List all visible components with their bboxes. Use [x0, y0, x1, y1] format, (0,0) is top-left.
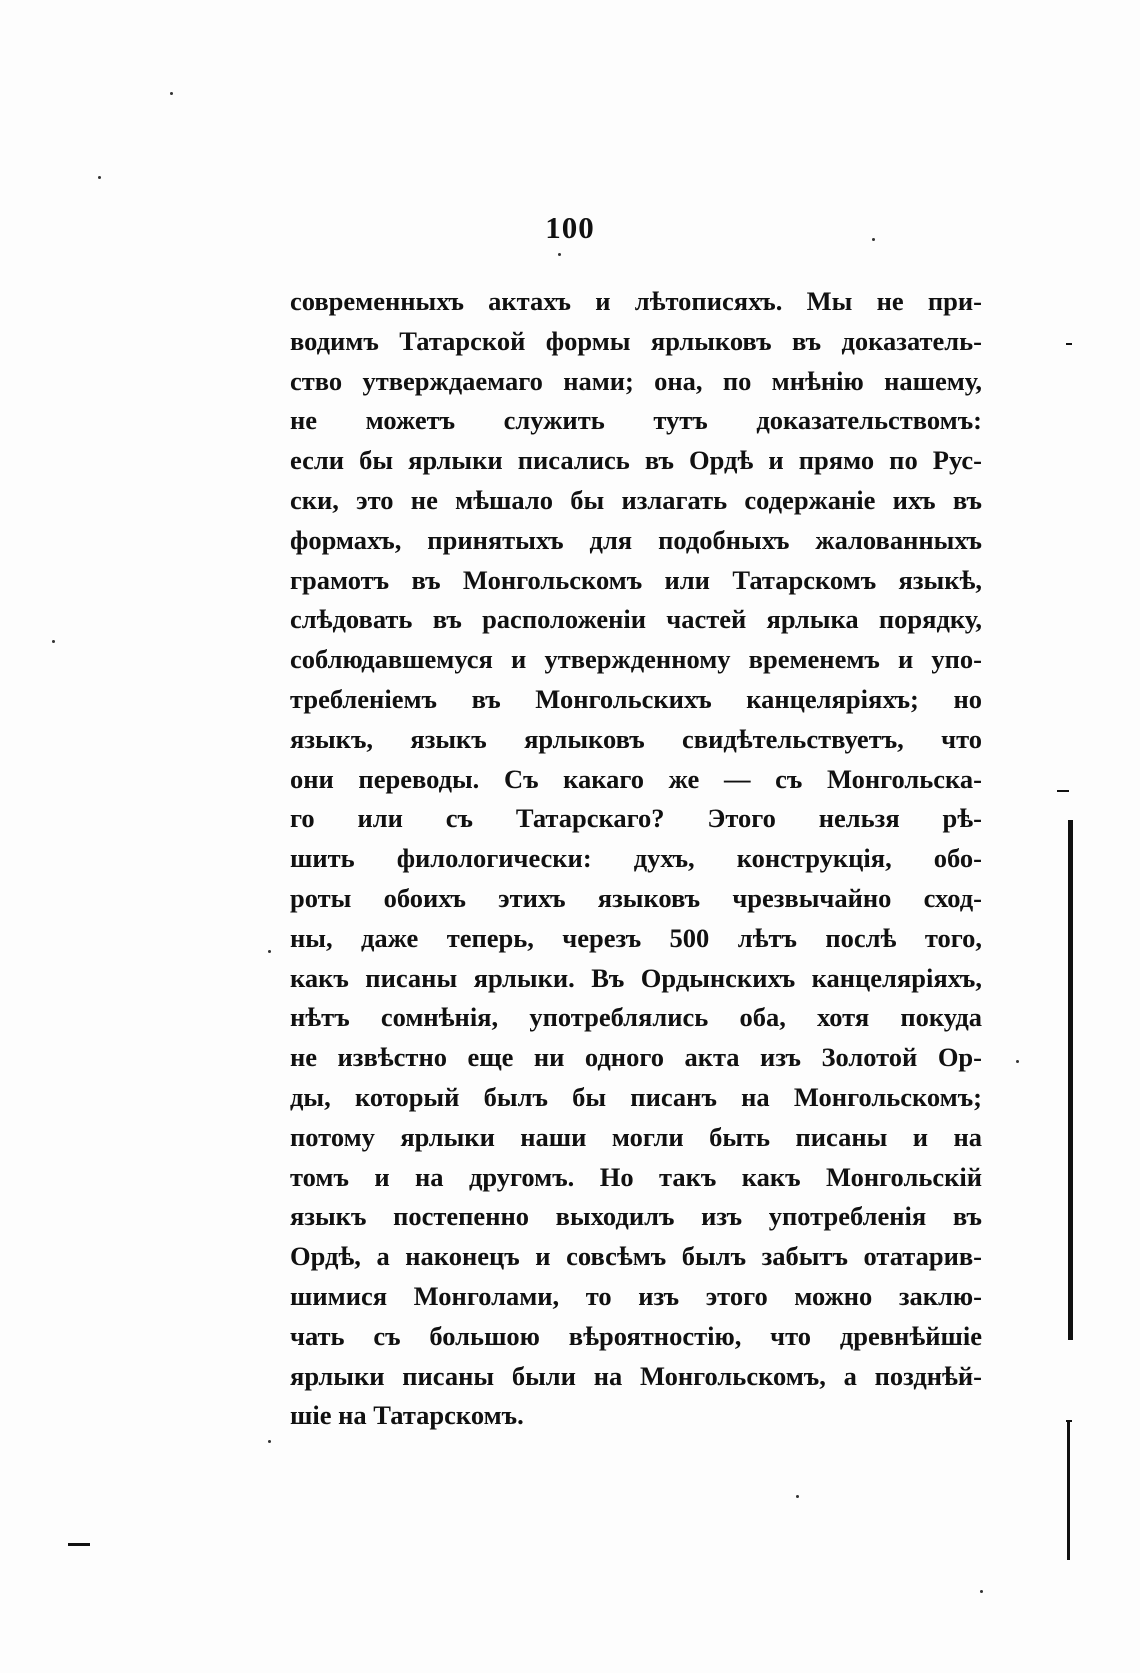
scan-speck	[1016, 1060, 1019, 1063]
text-line: ски, это не мѣшало бы излагать содержаніе ихъ въ	[290, 484, 982, 515]
scan-speck	[268, 950, 271, 953]
text-line: языкъ, языкъ ярлыковъ свидѣтельствуетъ, что	[290, 723, 982, 754]
text-line: ярлыки писаны были на Монгольскомъ, а позднѣй-	[290, 1360, 982, 1391]
scan-edge-line	[1068, 820, 1073, 1340]
text-line: шимися Монголами, то изъ этого можно заклю-	[290, 1280, 982, 1311]
scan-speck	[872, 238, 875, 241]
scan-speck	[980, 1590, 983, 1593]
text-line: грамотъ въ Монгольскомъ или Татарскомъ языкѣ,	[290, 564, 982, 595]
text-line: соблюдавшемуся и утвержденному временемъ и упо-	[290, 644, 982, 675]
text-line: ны, даже теперь, черезъ 500 лѣтъ послѣ того,	[290, 922, 982, 953]
text-line: слѣдовать въ расположеніи частей ярлыка порядку,	[290, 604, 982, 635]
text-line: современныхъ актахъ и лѣтописяхъ. Мы не при-	[290, 286, 982, 316]
scan-speck	[170, 92, 173, 95]
text-line: роты обоихъ этихъ языковъ чрезвычайно сход-	[290, 882, 982, 913]
text-line: нѣтъ сомнѣнія, употреблялись оба, хотя покуда	[290, 1002, 982, 1033]
scan-speck	[558, 253, 561, 256]
text-line: формахъ, принятыхъ для подобныхъ жалованныхъ	[290, 524, 982, 555]
text-line: потому ярлыки наши могли быть писаны и на	[290, 1121, 982, 1152]
scan-edge-mark	[1066, 343, 1072, 345]
text-line: языкъ постепенно выходилъ изъ употребленія въ	[290, 1201, 982, 1232]
body-text	[290, 282, 982, 1436]
text-line: не можетъ служить тутъ доказательствомъ:	[290, 405, 982, 436]
text-line: требленіемъ въ Монгольскихъ канцеляріяхъ; но	[290, 683, 982, 714]
scan-edge-mark	[1057, 790, 1069, 792]
text-line: Ордѣ, а наконецъ и совсѣмъ былъ забытъ отатарив-	[290, 1241, 982, 1272]
text-line: шить филологически: духъ, конструкція, обо-	[290, 843, 982, 874]
text-line: ство утверждаемаго нами; она, по мнѣнію нашему,	[290, 365, 982, 396]
text-line: томъ и на другомъ. Но такъ какъ Монгольскій	[290, 1161, 982, 1192]
text-line: ды, который былъ бы писанъ на Монгольскомъ;	[290, 1081, 982, 1112]
page-number: 100	[545, 210, 595, 245]
scan-speck	[796, 1495, 799, 1498]
scan-speck	[52, 640, 55, 643]
scan-edge-mark	[1066, 1420, 1072, 1422]
text-line: если бы ярлыки писались въ Ордѣ и прямо по Рус-	[290, 445, 982, 476]
text-line: не извѣстно еще ни одного акта изъ Золотой Ор-	[290, 1042, 982, 1073]
scan-speck	[268, 1440, 271, 1443]
scan-edge-line	[1067, 1420, 1070, 1560]
text-line: они переводы. Съ какаго же — съ Монгольска-	[290, 763, 982, 794]
scan-left-mark	[68, 1543, 90, 1546]
text-line: водимъ Татарской формы ярлыковъ въ доказатель-	[290, 325, 982, 356]
text-line: го или съ Татарскаго? Этого нельзя рѣ-	[290, 803, 982, 834]
text-line: какъ писаны ярлыки. Въ Ордынскихъ канцеляріяхъ,	[290, 962, 982, 993]
text-line: чать съ большою вѣроятностію, что древнѣйшіе	[290, 1320, 982, 1351]
scan-speck	[98, 176, 101, 179]
text-line: шіе на Татарскомъ.	[290, 1400, 524, 1431]
